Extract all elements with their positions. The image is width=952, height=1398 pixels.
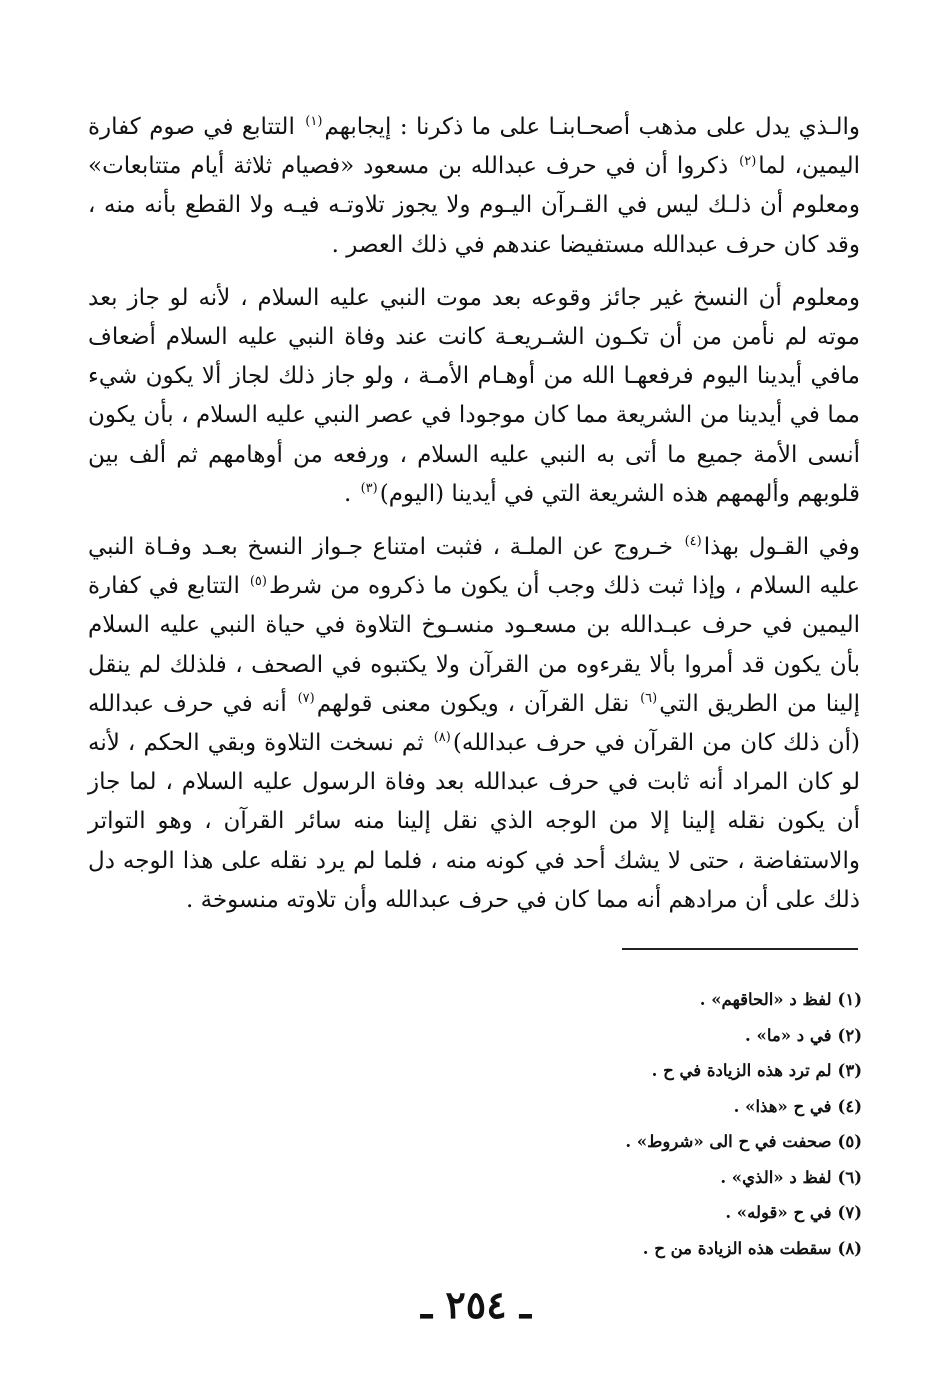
footnote-item (362, 1089, 862, 1125)
footnote-text: في ح «قوله» . (725, 1203, 832, 1222)
footnote-text: في د «ما» . (745, 1025, 832, 1045)
text-run: ذكروا أن في حرف عبدالله بن مسعود «فصيام ثلاثة أيام متتابعات» ومعلوم أن ذلـك ليس في القـرآن اليـوم ولا يجوز تلاوتـه فيـه ولا القطع بأنه منه ، وقد كان حرف عبدالله مستفيضا عندهم في ذلك العصر . (88, 153, 860, 258)
page-number: ـ ٢٥٤ ـ (421, 1282, 531, 1327)
text-run: . (343, 480, 359, 507)
footnote-item (362, 1195, 862, 1231)
main-text (88, 108, 860, 920)
paragraph-2 (88, 279, 860, 514)
footnote-number: (٢) (837, 1025, 862, 1045)
text-run: التتابع في كفارة اليمين في حرف عبـدالله بن مسعـود منسـوخ التلاوة في حياة النبي عليه السلام بأن يكون قد أمروا بألا يقرءوه من القرآن ولا يكتبوه في الصحف ، فلذلك لم ينقل إلينا من الطريق التي (88, 573, 860, 717)
footnote-number: (٤) (837, 1096, 862, 1116)
footnote-ref: (٤) (684, 534, 702, 550)
footnote-number: (٣) (837, 1061, 862, 1080)
paragraph-1 (88, 108, 860, 265)
text-run: والـذي يدل على مذهب أصحـابنـا على ما ذكرنا : إيجابهم (324, 114, 860, 140)
footnote-text: لفظ د «الذي» . (720, 1167, 832, 1187)
footnote-item (362, 1124, 862, 1160)
footnotes (362, 982, 862, 1266)
footnote-number: (٥) (837, 1132, 862, 1151)
footnote-divider (622, 948, 858, 950)
footnote-number: (٦) (837, 1167, 862, 1187)
footnote-ref: (٥) (249, 573, 267, 589)
footnote-item (362, 1160, 862, 1196)
footnote-text: صحفت في ح الى «شروط» . (625, 1132, 832, 1151)
footnote-number: (٨) (837, 1238, 862, 1258)
footnote-number: (١) (837, 990, 862, 1009)
footnote-ref: (٦) (640, 691, 658, 707)
text-run: نقل القرآن ، ويكون معنى قولهم (316, 690, 639, 717)
footnote-item (362, 1018, 862, 1054)
footnote-item (362, 1053, 862, 1089)
text-run: وفي القـول بهذا (703, 534, 860, 561)
footnote-ref: (٢) (739, 153, 757, 169)
footnote-text: سقطت هذه الزيادة من ح . (642, 1238, 832, 1258)
footnote-ref: (٣) (360, 481, 378, 497)
footnote-item (362, 982, 862, 1018)
footnote-text: لفظ د «الحاقهم» . (699, 990, 832, 1009)
footnote-ref: (٧) (297, 691, 315, 707)
text-run: ثم نسخت التلاوة وبقي الحكم ، لأنه لو كان المراد أنه ثابت في حرف عبدالله بعد وفاة الرسول عليه السلام ، لما جاز أن يكون نقله إلينا إلا من الوجه الذي نقل إلينا منه سائر القرآن ، وهو التواتر والاستفاضة ، حتى لا يشك أحد في كونه منه ، فلما لم يرد نقله على هذا الوجه دل ذلك على أن مرادهم أنه مما كان في حرف عبدالله وأن تلاوته منسوخة . (88, 730, 860, 913)
text-run: خـروج عن الملـة ، فثبت امتناع جـواز النسخ بعـد وفـاة النبي عليه السلام ، وإذا ثبت ذلك وجب أن يكون ما ذكروه من شرط (88, 534, 860, 600)
text-run: أنه في حرف عبدالله (أن ذلك كان من القرآن في حرف عبدالله) (88, 690, 860, 757)
footnote-number: (٧) (837, 1203, 862, 1222)
footnote-item (362, 1231, 862, 1267)
paragraph-3 (88, 528, 860, 920)
footnote-ref: (١) (305, 114, 323, 130)
text-run: التتابع في صوم كفارة اليمين، لما (88, 114, 860, 180)
footnote-text: لم ترد هذه الزيادة في ح . (651, 1061, 832, 1080)
text-run: ومعلوم أن النسخ غير جائز وقوعه بعد موت النبي عليه السلام ، لأنه لو جاز بعد موته لم نأمن من أن تكـون الشـريعـة كانت عند وفاة النبي عليه السلام أضعاف مافي أيدينا اليوم فرفعهـا الله من أوهـام الأمـة ، ولو جاز ذلك لجاز ألا يكون شيء مما في أيدينا من الشريعة مما كان موجودا في عصر النبي عليه السلام ، بأن يكون أنسى الأمة جميع ما أتى به النبي عليه السلام ، ورفعه من أوهامهم ثم ألف بين قلوبهم وألهمهم هذه الشريعة التي في أيدينا (اليوم) (88, 284, 860, 507)
footnote-ref: (٨) (433, 730, 451, 746)
footnote-text: في ح «هذا» . (733, 1096, 832, 1116)
